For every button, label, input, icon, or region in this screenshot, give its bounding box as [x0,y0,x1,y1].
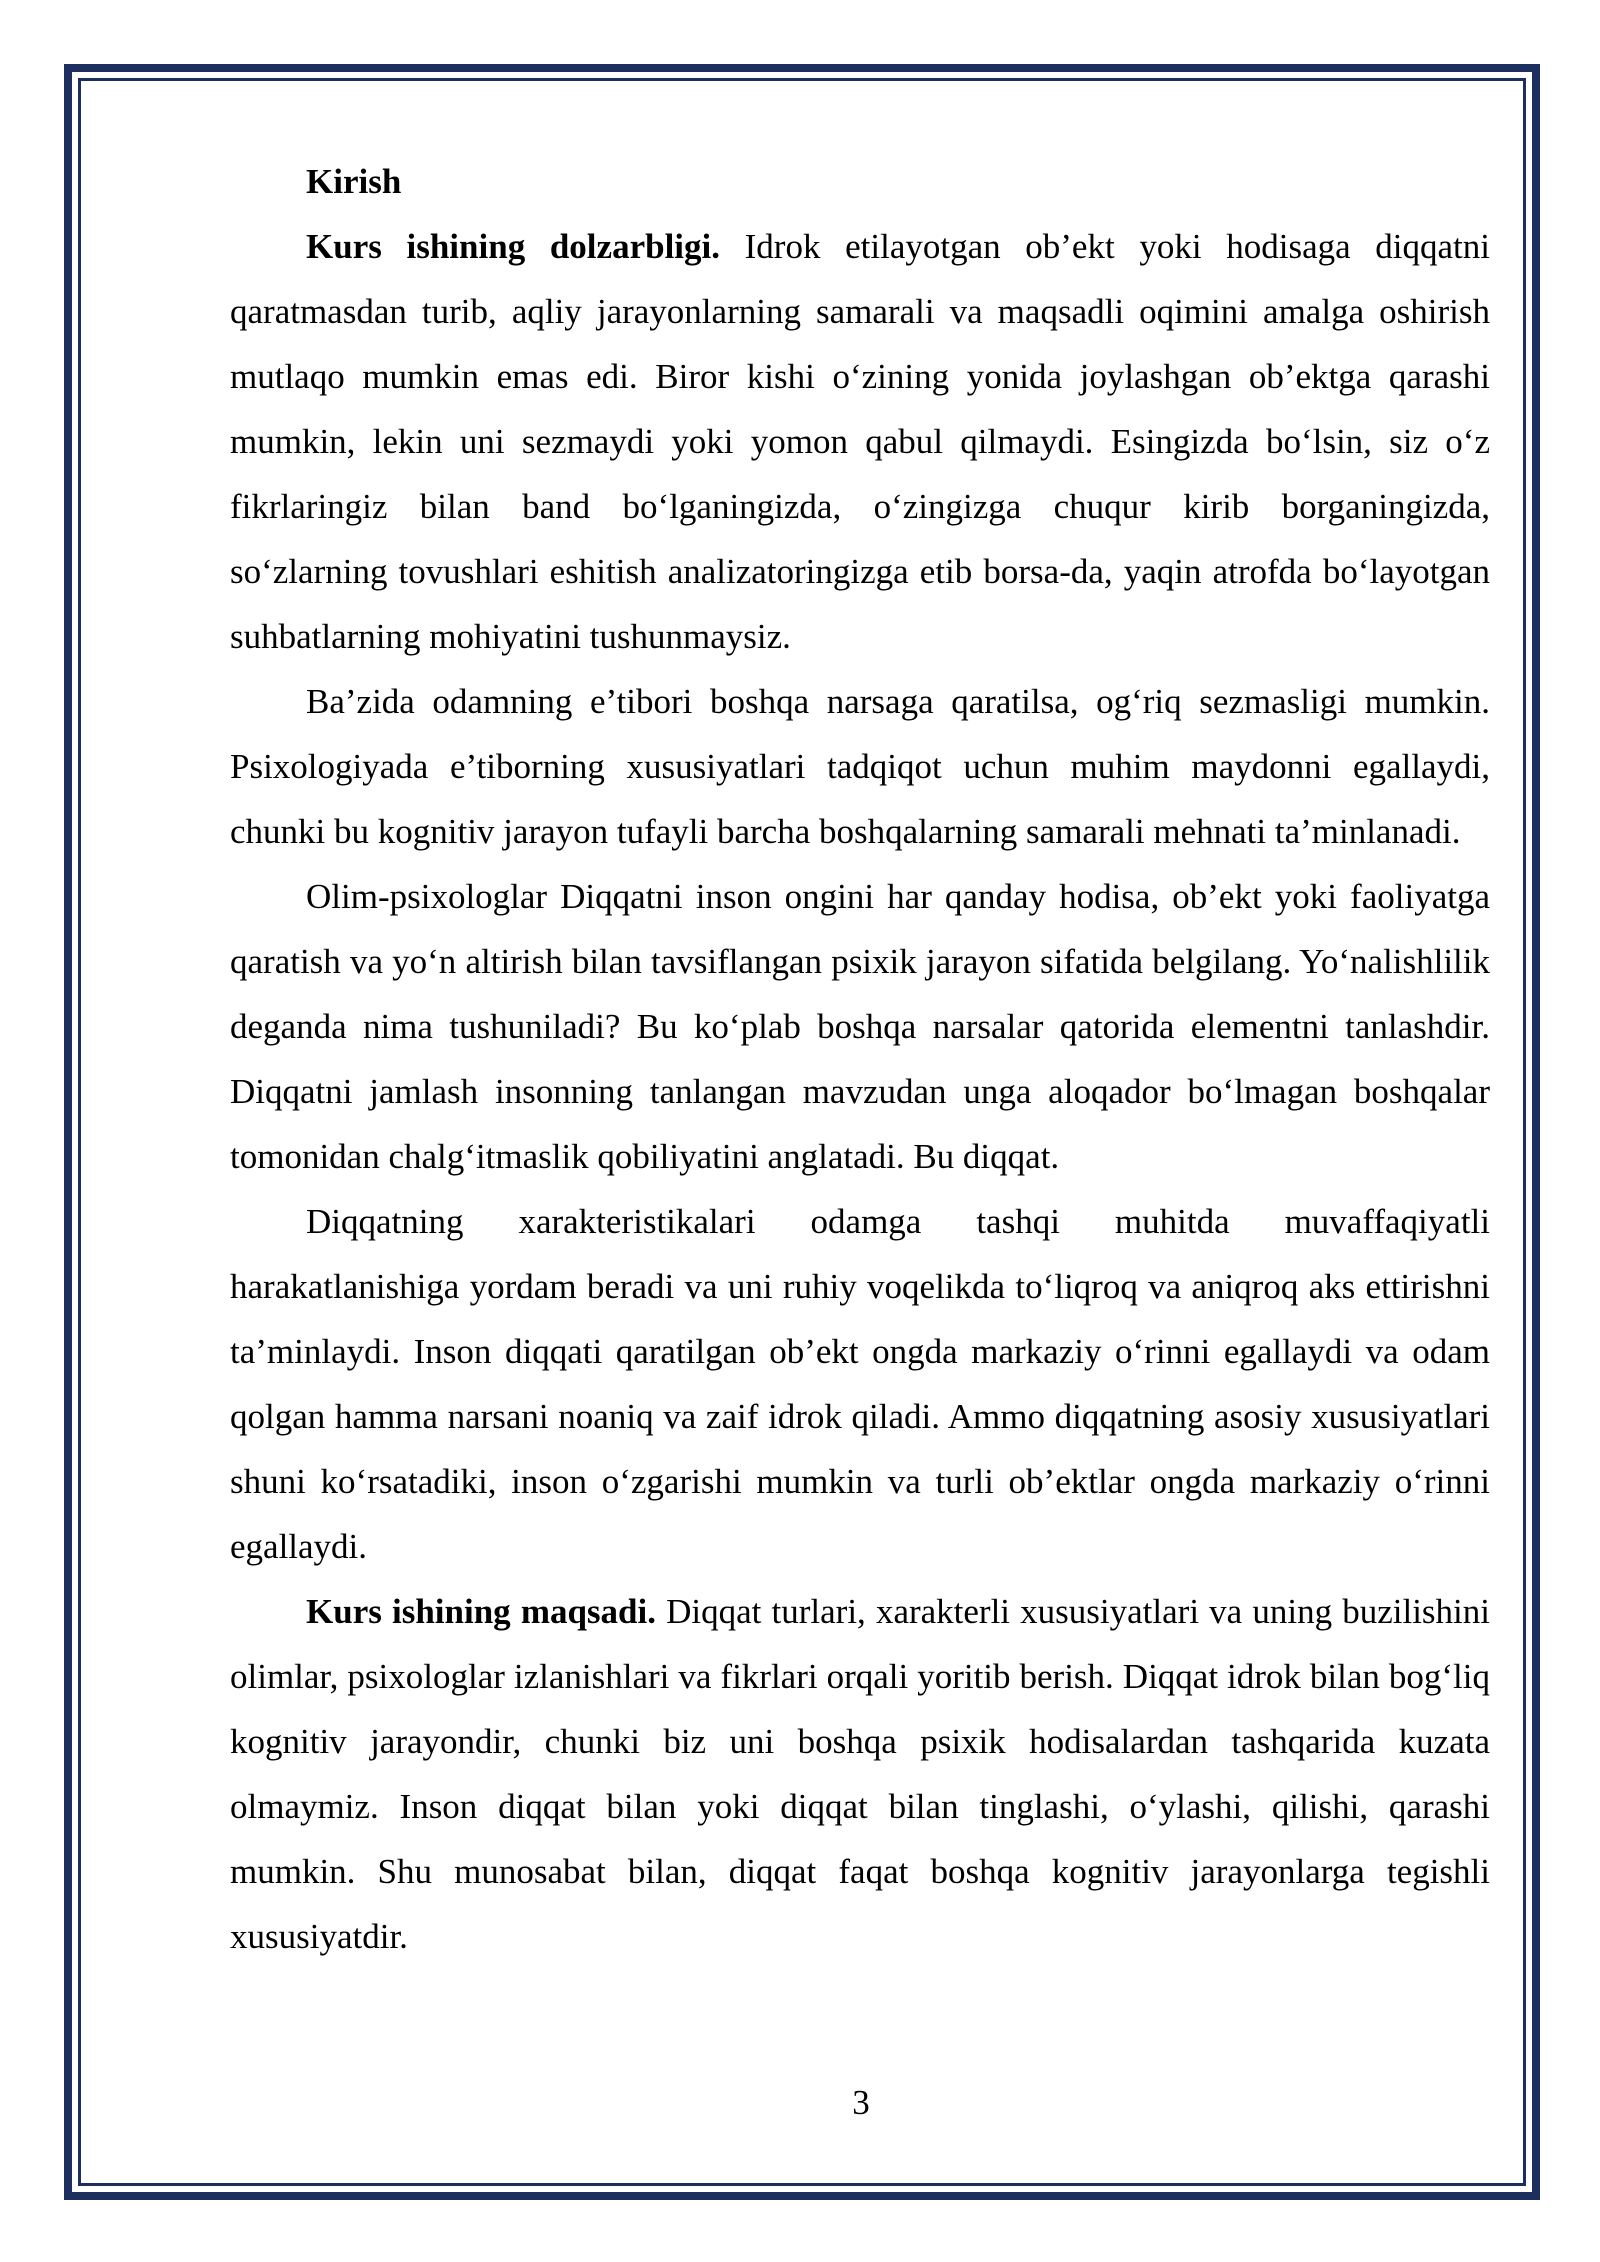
paragraph-lead: Kurs ishining maqsadi. [306,1592,656,1631]
paragraph-lead: Kurs ishining dolzarbligi. [306,227,720,266]
paragraph-relevance [230,214,1490,669]
paragraph-text: Diqqatning xarakteristikalari odamga tashqi muhitda muvaffaqiyatli harakatlanishiga yordam beradi va uni ruhiy voqelikda to‘liqroq va aniqroq aks ettirishni ta’minlaydi. Inson diqqati qaratilgan ob’ekt ongda markaziy o‘rinni egallaydi va odam qolgan hamma narsani noaniq va zaif idrok qiladi. Ammo diqqatning asosiy xususiyatlari shuni ko‘rsatadiki, inson o‘zgarishi mumkin va turli ob’ektlar ongda markaziy o‘rinni egallaydi. [230,1202,1490,1566]
paragraph-definition [230,864,1490,1189]
page-number: 3 [852,2083,870,2122]
paragraph-attention-pain [230,669,1490,864]
paragraph-text: Olim-psixologlar Diqqatni inson ongini har qanday hodisa, ob’ekt yoki faoliyatga qaratish va yo‘n altirish bilan tavsiflangan psixik jarayon sifatida belgilang. Yo‘nalishlilik deganda nima tushuniladi? Bu ko‘plab boshqa narsalar qatorida elementni tanlashdir. Diqqatni jamlash insonning tanlangan mavzudan unga aloqador bo‘lmagan boshqalar tomonidan chalg‘itmaslik qobiliyatini anglatadi. Bu diqqat. [230,877,1490,1176]
paragraph-text: Idrok etilayotgan ob’ekt yoki hodisaga diqqatni qaratmasdan turib, aqliy jarayonlarning samarali va maqsadli oqimini amalga oshirish mutlaqo mumkin emas edi. Biror kishi o‘zining yonida joylashgan ob’ektga qarashi mumkin, lekin uni sezmaydi yoki yomon qabul qilmaydi. Esingizda bo‘lsin, siz o‘z fikrlaringiz bilan band bo‘lganingizda, o‘zingizga chuqur kirib borganingizda, so‘zlarning tovushlari eshitish analizatoringizga etib borsa-da, yaqin atrofda bo‘layotgan suhbatlarning mohiyatini tushunmaysiz. [230,227,1490,656]
paragraph-goal [230,1579,1490,1969]
paragraph-text: Ba’zida odamning e’tibori boshqa narsaga qaratilsa, og‘riq sezmasligi mumkin. Psixologiyada e’tiborning xususiyatlari tadqiqot uchun muhim maydonni egallaydi, chunki bu kognitiv jarayon tufayli barcha boshqalarning samarali mehnati ta’minlanadi. [230,682,1490,851]
document-body [230,149,1490,1969]
paragraph-text: Diqqat turlari, xarakterli xususiyatlari va uning buzilishini olimlar, psixologlar izlanishlari va fikrlari orqali yoritib berish. Diqqat idrok bilan bog‘liq kognitiv jarayondir, chunki biz uni boshqa psixik hodisalardan tashqarida kuzata olmaymiz. Inson diqqat bilan yoki diqqat bilan tinglashi, o‘ylashi, qilishi, qarashi mumkin. Shu munosabat bilan, diqqat faqat boshqa kognitiv jarayonlarga tegishli xususiyatdir. [230,1592,1490,1956]
paragraph-characteristics [230,1189,1490,1579]
section-heading: Kirish [306,162,402,201]
